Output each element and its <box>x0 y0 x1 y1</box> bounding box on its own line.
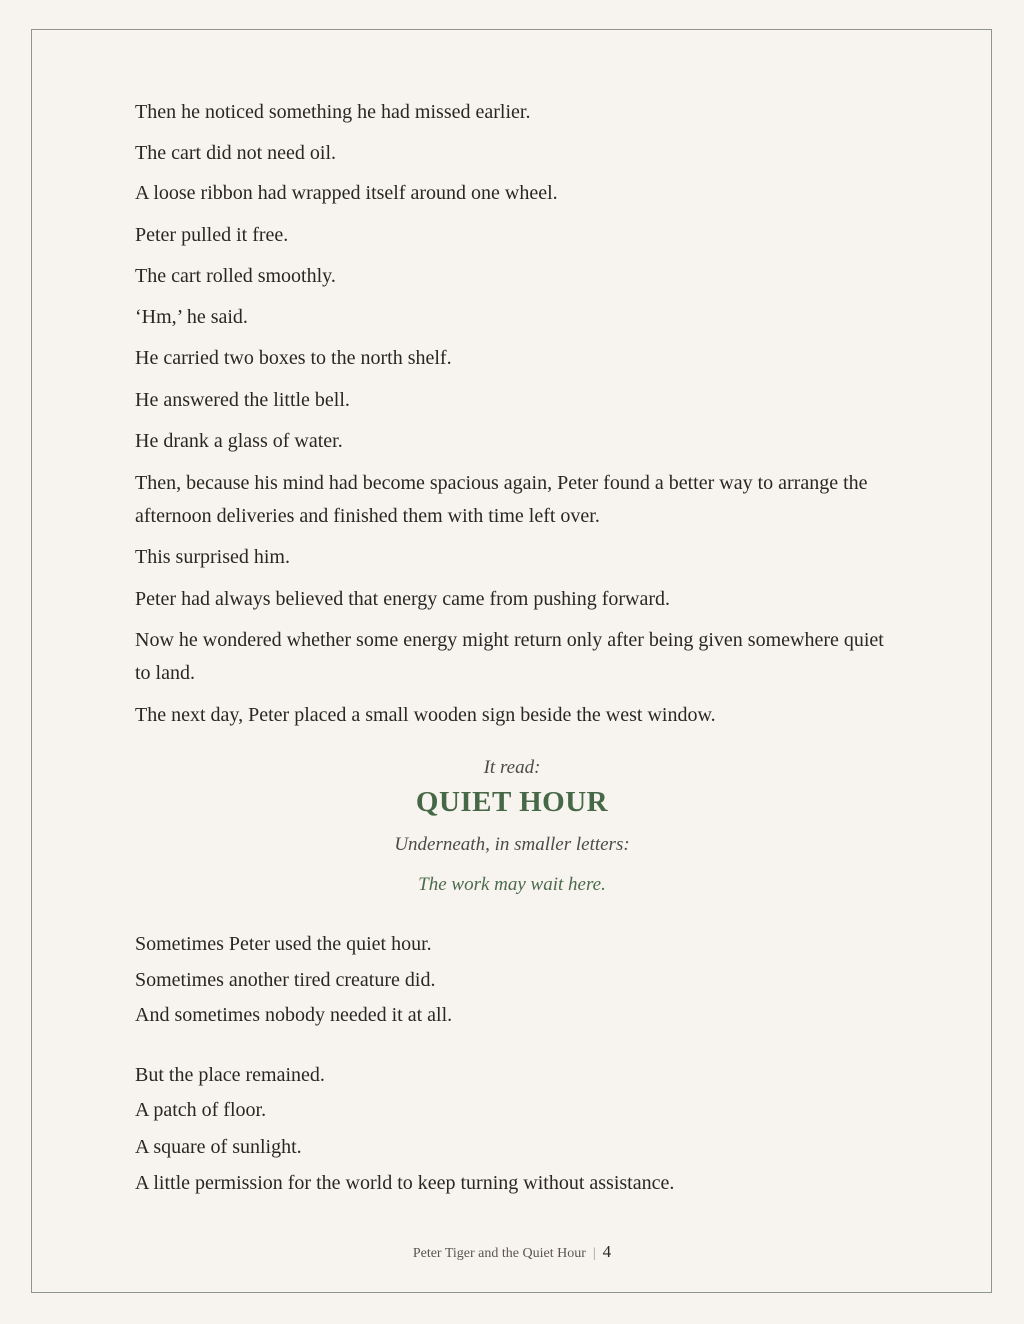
paragraph: He drank a glass of water. <box>135 430 343 452</box>
paragraph: He carried two boxes to the north shelf. <box>135 347 452 369</box>
closing-line: A square of sunlight. <box>135 1136 302 1158</box>
paragraph: Peter pulled it free. <box>135 224 289 246</box>
closing-line: A little permission for the world to keep turning without assistance. <box>135 1172 675 1194</box>
sign-subtitle: The work may wait here. <box>418 874 606 895</box>
paragraph: Then he noticed something he had missed earlier. <box>135 101 531 123</box>
closing-line: Sometimes Peter used the quiet hour. <box>135 933 432 955</box>
closing-line: A patch of floor. <box>135 1099 267 1121</box>
paragraph: A loose ribbon had wrapped itself around one wheel. <box>135 182 558 204</box>
paragraph: Peter had always believed that energy came from pushing forward. <box>135 588 670 610</box>
paragraph: The cart did not need oil. <box>135 142 337 164</box>
sign-intro: It read: <box>483 757 541 778</box>
paragraph: The cart rolled smoothly. <box>135 265 336 287</box>
paragraph: He answered the little bell. <box>135 389 350 411</box>
closing-line: And sometimes nobody needed it at all. <box>135 1004 453 1026</box>
paragraph: The next day, Peter placed a small wooden sign beside the west window. <box>135 704 716 726</box>
closing-line: But the place remained. <box>135 1064 325 1086</box>
closing-line: Sometimes another tired creature did. <box>135 969 436 991</box>
paragraph: ‘Hm,’ he said. <box>135 306 248 328</box>
footer-book-title: Peter Tiger and the Quiet Hour <box>412 1246 586 1261</box>
page-number: 4 <box>602 1242 612 1261</box>
paragraph: Then, because his mind had become spacious again, Peter found a better way to arrange the afternoon deliveries and finished them with time left over. <box>135 472 868 527</box>
paragraph: Now he wondered whether some energy might return only after being given somewhere quiet to land. <box>135 629 884 684</box>
page-footer <box>0 1242 1024 1262</box>
paragraph: This surprised him. <box>135 546 290 568</box>
sign-title: QUIET HOUR <box>415 786 609 818</box>
sign-subintro: Underneath, in smaller letters: <box>394 834 630 855</box>
footer-separator: | <box>592 1246 596 1261</box>
